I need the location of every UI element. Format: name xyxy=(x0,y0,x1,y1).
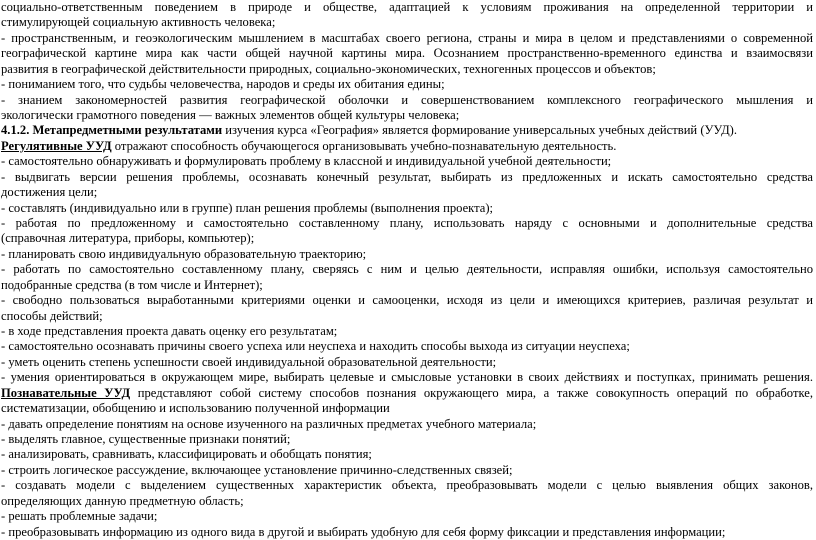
cognitive-uud-label: Познавательные УУД xyxy=(1,385,131,400)
text-line: систематизации, обобщению и использованию полученной информации xyxy=(1,401,390,416)
text-line: способы действий; xyxy=(1,308,103,323)
regulatory-uud-text: отражают способность обучающегося организовывать учебно-познавательную деятельность. xyxy=(111,138,617,153)
section-heading: 4.1.2. Метапредметными результатами xyxy=(1,123,223,138)
text-line: - пониманием того, что судьбы человечества, народов и среды их обитания едины; xyxy=(1,77,445,92)
text-line: определяющих данную предметную область; xyxy=(1,493,244,508)
text-line: - анализировать, сравнивать, классифицировать и обобщать понятия; xyxy=(1,447,372,462)
text-line: социально-ответственным поведением в природе и обществе, адаптацией к условиям проживания на определенной территории и xyxy=(1,0,813,14)
text-line: - пространственным, и геоэкологическим мышлением в масштабах своего региона, страны и мира в целом и представлениями о современной xyxy=(1,30,813,45)
text-line: - работать по самостоятельно составленному плану, сверяясь с ним и целью деятельности, исправляя ошибки, используя самостоятельно xyxy=(1,262,813,277)
text-line: - знанием закономерностей развития географической оболочки и совершенствованием комплексного географического мышления и xyxy=(1,92,813,107)
text-line: экологически грамотного поведения — важных элементов общей культуры человека; xyxy=(1,108,460,122)
text-line: подобранные средства (в том числе и Интернет); xyxy=(1,277,263,292)
text-line: - работая по предложенному и самостоятельно составленному плану, использовать наряду с основными и дополнительные средства xyxy=(1,216,813,230)
text-line: - самостоятельно осознавать причины своего успеха или неуспеха и находить способы выхода из ситуации неуспеха; xyxy=(1,339,630,354)
text-line: - выдвигать версии решения проблемы, осознавать конечный результат, выбирать из предложенных и искать самостоятельно средства xyxy=(1,169,813,184)
text-line: - самостоятельно обнаруживать и формулировать проблему в классной и индивидуальной учебной деятельности; xyxy=(1,154,612,169)
heading-text: изучения курса «География» является формирование универсальных учебных действий (УУД). xyxy=(222,123,738,138)
text-line: (справочная литература, приборы, компьютер); xyxy=(1,231,255,246)
cognitive-uud-line xyxy=(1,386,813,401)
text-line: - давать определение понятиям на основе изученного на различных предметах учебного материала; xyxy=(1,416,537,431)
text-line: - в ходе представления проекта давать оценку его результатам; xyxy=(1,324,338,338)
text-line: - строить логическое рассуждение, включающее установление причинно-следственных связей; xyxy=(1,462,513,477)
regulatory-uud-line xyxy=(1,139,813,154)
text-line: географической картине мира как части общей научной картины мира. Осознанием пространственно-временного единства и взаимосвязи xyxy=(1,46,813,61)
text-line: достижения цели; xyxy=(1,185,98,200)
text-line: - преобразовывать информацию из одного вида в другой и выбирать удобную для себя форму фиксации и представления информации; xyxy=(1,524,726,539)
text-line: - свободно пользоваться выработанными критериями оценки и самооценки, исходя из цели и имеющихся критериев, различая результат и xyxy=(1,293,813,308)
regulatory-uud-label: Регулятивные УУД xyxy=(1,138,112,153)
text-line: развития в географической действительности природных, социально-экономических, техногенных процессов и объектов; xyxy=(1,61,656,76)
text-line: - решать проблемные задачи; xyxy=(1,509,158,524)
cognitive-uud-text: представляют собой систему способов познания окружающего мира, а также совокупность операций по обработке, xyxy=(130,385,813,400)
text-line: - выделять главное, существенные признаки понятий; xyxy=(1,432,291,446)
text-line: - планировать свою индивидуальную образовательную траекторию; xyxy=(1,246,367,261)
section-heading-line xyxy=(1,123,813,138)
text-line: - составлять (индивидуально или в группе) план решения проблемы (выполнения проекта); xyxy=(1,200,494,215)
text-line: - создавать модели с выделением существенных характеристик объекта, преобразовывать модели с целью выявления общих законов, xyxy=(1,478,813,493)
text-line: стимулирующей социальную активность человека; xyxy=(1,15,276,30)
text-line: - умения ориентироваться в окружающем мире, выбирать целевые и смысловые установки в своих действиях и поступках, принимать решения. xyxy=(1,370,813,385)
text-line: - уметь оценить степень успешности своей индивидуальной образовательной деятельности; xyxy=(1,354,497,369)
